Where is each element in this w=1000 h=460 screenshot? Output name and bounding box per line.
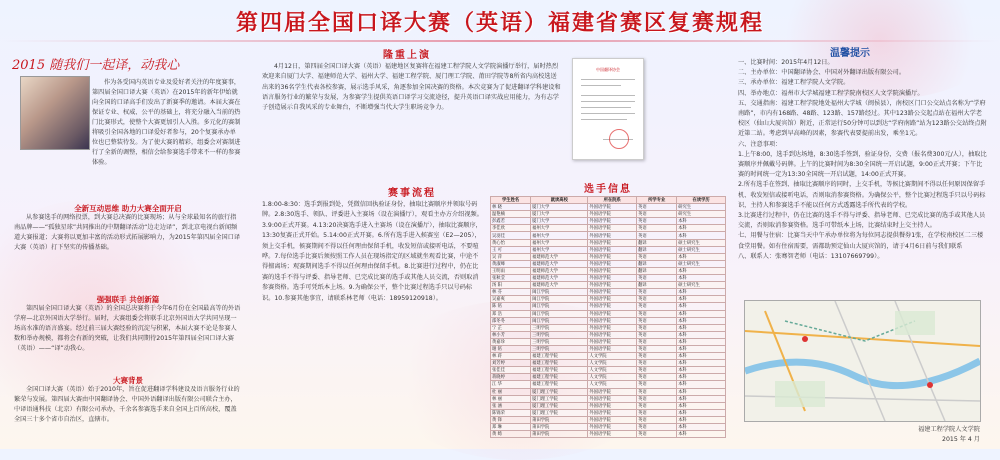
table-cell: 本科 bbox=[677, 431, 726, 438]
table-cell: 李佳欣 bbox=[491, 225, 531, 232]
table-cell: 林 晓 bbox=[491, 204, 531, 211]
table-cell: 外国语学院 bbox=[588, 267, 637, 274]
table-row bbox=[491, 431, 726, 438]
table-cell: 福州大学 bbox=[531, 225, 588, 232]
table-cell: 温艳楠 bbox=[491, 211, 531, 218]
table-cell: 三明学院 bbox=[531, 338, 588, 345]
table-cell: 本科 bbox=[677, 424, 726, 431]
table-cell: 外国语学院 bbox=[588, 246, 637, 253]
signature-date: 2015 年 4 月 bbox=[942, 436, 980, 443]
table-cell: 外国语学院 bbox=[588, 225, 637, 232]
table-cell: 本科 bbox=[677, 289, 726, 296]
tip-item: 3.比赛进行过程中，仍在比赛的选手不得与评委、指导老师、已完成比赛的选手或其他人员交流，否则取消参赛资格。选手可带纸本上场，比赛结束时上交主持人。 bbox=[738, 212, 986, 230]
table-row bbox=[491, 310, 726, 317]
table-cell: 翻译 bbox=[637, 282, 677, 289]
table-cell: 外国语学院 bbox=[588, 310, 637, 317]
opening-heading: 隆重上演 bbox=[383, 50, 431, 61]
table-cell: 本科 bbox=[677, 275, 726, 282]
table-cell: 本科 bbox=[677, 360, 726, 367]
table-cell: 王明雨 bbox=[491, 267, 531, 274]
table-cell: 英语 bbox=[637, 395, 677, 402]
table-cell: 陈锦荣 bbox=[491, 409, 531, 416]
table-cell: 硕士研究生 bbox=[677, 260, 726, 267]
table-cell: 黄 绮 bbox=[491, 431, 531, 438]
table-row bbox=[491, 282, 726, 289]
table-cell: 宁 芷 bbox=[491, 324, 531, 331]
table-cell: 人文学院 bbox=[588, 381, 637, 388]
table-cell: 闽江学院 bbox=[531, 296, 588, 303]
table-cell: 福建师范大学 bbox=[531, 267, 588, 274]
table-cell: 外国语学院 bbox=[588, 402, 637, 409]
table-cell: 英语 bbox=[637, 275, 677, 282]
table-cell: 三明学院 bbox=[531, 331, 588, 338]
table-cell: 外国语学院 bbox=[588, 331, 637, 338]
table-cell: 汤 阳 bbox=[491, 282, 531, 289]
table-cell: 英语 bbox=[637, 225, 677, 232]
intro-text: 作为各受国内英语专业及爱好者关注的年度赛事，第四届全国口译大赛（英语）在2015年的新年伊始就向全国的口译高手们发出了新赛季的邀请。本届大赛在保证专业、权威、公平的基础上，将充分融入当前的热门比赛形式，使整个大赛更加引人入胜。多元化的赛制将吸引全国各地的口译爱好者参与，20个复赛承办单位也已整装待发。为了使大赛的精彩，组委会对赛制进行了全新的调整，相信会给参赛选手带来不一样的参赛体验。 bbox=[92, 79, 241, 166]
table-cell: 林 蒋 bbox=[491, 353, 531, 360]
table-cell: 闽江学院 bbox=[531, 303, 588, 310]
table-cell: 吴嘉爽 bbox=[491, 296, 531, 303]
table-row bbox=[491, 360, 726, 367]
table-cell: 人文学院 bbox=[588, 367, 637, 374]
table-cell: 郑 琳 bbox=[491, 424, 531, 431]
table-cell: 彭鑫若 bbox=[491, 218, 531, 225]
players-heading: 选手信息 bbox=[584, 184, 632, 195]
table-cell: 英语 bbox=[637, 360, 677, 367]
table-cell: 莆田学院 bbox=[531, 431, 588, 438]
table-cell: 英语 bbox=[637, 431, 677, 438]
table-cell: 三明学院 bbox=[531, 324, 588, 331]
table-cell: 厦门理工学院 bbox=[531, 402, 588, 409]
page-title: 第四届全国口译大赛（英语）福建省赛区复赛规程 bbox=[235, 10, 764, 36]
table-row bbox=[491, 409, 726, 416]
table-cell: 本科 bbox=[677, 232, 726, 239]
process-heading: 赛事流程 bbox=[388, 188, 436, 199]
table-row bbox=[491, 232, 726, 239]
table-cell: 本科 bbox=[677, 331, 726, 338]
players-table bbox=[490, 196, 726, 438]
table-cell: 福州大学 bbox=[531, 232, 588, 239]
table-cell: 研究生 bbox=[677, 211, 726, 218]
table-cell: 外国语学院 bbox=[588, 253, 637, 260]
table-cell: 本科 bbox=[677, 303, 726, 310]
table-cell: 外国语学院 bbox=[588, 416, 637, 423]
document-image bbox=[572, 58, 644, 160]
table-row bbox=[491, 395, 726, 402]
table-cell: 张秋莹 bbox=[491, 275, 531, 282]
tip-item: 1.上午8:00，选手到达场地，8:30选手签到，验证身份，交费（报名费300元/人），抽取比赛顺序并佩戴号码牌。上午的比赛时间为8:30全国统一开启试题，9:00正式开赛；下午比赛的时间统一定为13:30全国统一开启试题，14:00正式开赛。 bbox=[738, 150, 987, 179]
tip-item: 七、用餐与住宿：比赛当天中午承办单位将为每位同志提供餐券1张，在学校南校区二三楼食堂用餐。如有住宿需要，需都助预定仙山大厦宾馆的，请于4月6日前与我们联系 bbox=[738, 232, 984, 250]
table-cell: 莆田学院 bbox=[531, 424, 588, 431]
table-cell: 福建师范大学 bbox=[531, 282, 588, 289]
table-row bbox=[491, 246, 726, 253]
table-cell: 福州大学 bbox=[531, 246, 588, 253]
table-cell: 福建师范大学 bbox=[531, 275, 588, 282]
table-header-cell: 所学专业 bbox=[637, 197, 677, 204]
table-header-cell: 学生姓名 bbox=[491, 197, 531, 204]
table-row bbox=[491, 303, 726, 310]
table-row bbox=[491, 239, 726, 246]
table-cell: 厦门大学 bbox=[531, 218, 588, 225]
process-text: 1.8:00-8:30：选手到报到处，凭微信回执验证身份，抽取比赛顺序并领取号码牌。2.8:30选手、领队、评委进入主赛场（设在演播厅），观看主办方介绍视频。3.9:00正式开赛。4.13:20决赛选手进入主赛场（设在演播厅），抽取比赛顺序，13:30复赛正式开始。5.14:00正式开赛。6.所有选手进入候赛室（E2—205），须上交手机，候赛期间不得以任何理由保留手机，收发短信或接听电话，不要喧哗。7.每位选手比赛后须按照工作人员在现场指定的区域就坐观看比赛，中途不得擅离场；观赛期间选手不得以任何理由保留手机。8.比赛进行过程中，仍在比赛的选手不得与评委、指导老师、已完成比赛的选手或其他人员交流，否则取消参赛资格。选手可凭纸本上场。9.为确保公平，整个比赛过程选手只以号码标识。10.参赛其他事宜，请联系林老师（电话：18959120918）。 bbox=[262, 201, 483, 302]
table-cell: 英语 bbox=[637, 310, 677, 317]
table-cell: 福州大学 bbox=[531, 239, 588, 246]
table-cell: 翻译 bbox=[637, 260, 677, 267]
tip-item: 三、承办单位：福建工程学院人文学院。 bbox=[738, 79, 850, 87]
table-cell: 张 涵 bbox=[491, 402, 531, 409]
table-cell: 人文学院 bbox=[588, 353, 637, 360]
table-cell: 英语 bbox=[637, 338, 677, 345]
table-cell: 郑 浩 bbox=[491, 310, 531, 317]
table-cell: 闽江学院 bbox=[531, 317, 588, 324]
table-cell: 邵冬冬 bbox=[491, 317, 531, 324]
table-row bbox=[491, 424, 726, 431]
table-cell: 外国语学院 bbox=[588, 204, 637, 211]
table-cell: 本科 bbox=[677, 296, 726, 303]
table-cell: 闽江学院 bbox=[531, 289, 588, 296]
table-cell: 外国语学院 bbox=[588, 239, 637, 246]
table-cell: 英语 bbox=[637, 388, 677, 395]
players-table-wrapper bbox=[490, 196, 726, 438]
table-cell: 三明学院 bbox=[531, 345, 588, 352]
table-row bbox=[491, 211, 726, 218]
table-cell: 厦门理工学院 bbox=[531, 395, 588, 402]
table-row bbox=[491, 367, 726, 374]
table-cell: 黄 锋 bbox=[491, 416, 531, 423]
table-header-cell: 所在院系 bbox=[588, 197, 637, 204]
divider bbox=[0, 40, 1000, 42]
table-cell: 本科 bbox=[677, 367, 726, 374]
table-row bbox=[491, 353, 726, 360]
table-cell: 本科 bbox=[677, 345, 726, 352]
table-cell: 福建工程学院 bbox=[531, 374, 588, 381]
table-cell: 林小芳 bbox=[491, 331, 531, 338]
table-row bbox=[491, 253, 726, 260]
table-cell: 福建工程学院 bbox=[531, 367, 588, 374]
table-cell: 外国语学院 bbox=[588, 388, 637, 395]
table-cell: 英语 bbox=[637, 381, 677, 388]
table-row bbox=[491, 331, 726, 338]
table-cell: 厦门理工学院 bbox=[531, 388, 588, 395]
table-cell: 外国语学院 bbox=[588, 409, 637, 416]
seal-stamp bbox=[609, 129, 629, 149]
table-cell: 福建工程学院 bbox=[531, 381, 588, 388]
table-cell: 蒋晓婷 bbox=[491, 374, 531, 381]
table-cell: 本科 bbox=[677, 353, 726, 360]
slogan: 2015 随我们一起译，动我心 bbox=[12, 58, 180, 73]
speaker-photo bbox=[20, 76, 90, 150]
table-header-cell: 在读学历 bbox=[677, 197, 726, 204]
section-text: 从参赛选手的网络投票，到大赛总决赛的比赛现场；从与全球最知名的旅行指南品牌——“孤独星球”共同推出的中期翻译活动“边走边译”，到北京电视台新闻频道大赛报道；大赛将以更加丰富的活动形式拓展影响力，为2015年第四届全国口译大赛（英语）打下坚实的传播基础。 bbox=[14, 214, 241, 251]
table-cell: 福建工程学院 bbox=[531, 360, 588, 367]
table-cell: 本科 bbox=[677, 267, 726, 274]
table-row bbox=[491, 338, 726, 345]
table-cell: 本科 bbox=[677, 324, 726, 331]
table-row bbox=[491, 388, 726, 395]
table-cell: 刘芳婷 bbox=[491, 360, 531, 367]
table-cell: 吴 萍 bbox=[491, 253, 531, 260]
table-row bbox=[491, 345, 726, 352]
section-heading: 强强联手 共创新篇 bbox=[96, 295, 160, 304]
table-cell: 张佳佳 bbox=[491, 367, 531, 374]
table-cell: 外国语学院 bbox=[588, 324, 637, 331]
tip-item: 六、注意事项： bbox=[738, 140, 782, 148]
table-cell: 外国语学院 bbox=[588, 338, 637, 345]
table-row bbox=[491, 275, 726, 282]
table-cell: 谢 铭 bbox=[491, 345, 531, 352]
table-cell: 本科 bbox=[677, 388, 726, 395]
table-row bbox=[491, 204, 726, 211]
tip-item: 八、联系人：张骞智老师（电话：13107669799）。 bbox=[738, 252, 884, 260]
section-heading: 全新互动思维 助力大赛全面开启 bbox=[74, 204, 182, 213]
table-row bbox=[491, 317, 726, 324]
table-cell: 人文学院 bbox=[588, 374, 637, 381]
table-cell: 本科 bbox=[677, 253, 726, 260]
table-row bbox=[491, 267, 726, 274]
table-cell: 外国语学院 bbox=[588, 211, 637, 218]
table-cell: 闽江学院 bbox=[531, 310, 588, 317]
table-cell: 莆田学院 bbox=[531, 416, 588, 423]
opening-text: 4月12日，第四届全国口译大赛（英语）福建地区复赛将在福建工程学院人文学院演播厅举行，届时热烈欢迎来自厦门大学、福建师范大学、福州大学、福建工程学院、厦门理工学院、莆田学院等8所省内高校选送出来的36名学生代表各校参赛，展示选手风采，角逐参加全国决赛的资格。本次竞赛为了促进翻译学科建设和语言服务行业的繁荣与发展，为参赛学生提供英语口译学习交流途径，提升英语口译实战应用能力，为有志学子创造展示自我风采的专业舞台，不断增强当代大学生职场竞争力。 bbox=[262, 63, 561, 112]
table-cell: 外国语学院 bbox=[588, 431, 637, 438]
table-cell: 外国语学院 bbox=[588, 424, 637, 431]
table-cell: 厦门大学 bbox=[531, 211, 588, 218]
table-cell: 英语 bbox=[637, 289, 677, 296]
table-cell: 人文学院 bbox=[588, 360, 637, 367]
table-cell: 英语 bbox=[637, 204, 677, 211]
table-row bbox=[491, 296, 726, 303]
table-cell: 英语 bbox=[637, 317, 677, 324]
table-cell: 厦门大学 bbox=[531, 204, 588, 211]
table-cell: 硕士研究生 bbox=[677, 282, 726, 289]
table-cell: 英语 bbox=[637, 232, 677, 239]
table-cell: 英语 bbox=[637, 416, 677, 423]
table-cell: 本科 bbox=[677, 416, 726, 423]
table-cell: 外国语学院 bbox=[588, 232, 637, 239]
table-cell: 英语 bbox=[637, 211, 677, 218]
table-cell: 英语 bbox=[637, 402, 677, 409]
section-text: 第四届全国口译大赛（英语）的全国总决赛将于今年6月份在全国最高等的外语学府—北京外国语大学举行。届时，大赛组委会将联手北京外国语大学共同呈现一场高水准的语言盛宴。经过前三届大赛经验的沉淀与积累，本届大赛不论是参赛人数和举办规模，都将会有新的突破，让我们共同期待2015年第四届全国口译大赛（英语）——“译”动我心。 bbox=[14, 305, 241, 352]
table-cell: 英语 bbox=[637, 374, 677, 381]
table-cell: 杜 丽 bbox=[491, 388, 531, 395]
table-cell: 英语 bbox=[637, 409, 677, 416]
table-cell: 本科 bbox=[677, 409, 726, 416]
table-cell: 英语 bbox=[637, 367, 677, 374]
table-cell: 英语 bbox=[637, 345, 677, 352]
campus-map bbox=[744, 300, 981, 422]
table-row bbox=[491, 324, 726, 331]
tip-item: 二、主办单位：中国翻译协会、中国对外翻译出版有限公司。 bbox=[738, 69, 906, 77]
table-row bbox=[491, 374, 726, 381]
table-cell: 黄心怡 bbox=[491, 239, 531, 246]
table-cell: 翻译 bbox=[637, 239, 677, 246]
table-cell: 外国语学院 bbox=[588, 345, 637, 352]
table-cell: 外国语学院 bbox=[588, 296, 637, 303]
table-header-row bbox=[491, 197, 726, 204]
table-cell: 本科 bbox=[677, 317, 726, 324]
table-cell: 本科 bbox=[677, 374, 726, 381]
table-header-cell: 就读高校 bbox=[531, 197, 588, 204]
table-row bbox=[491, 218, 726, 225]
table-cell: 英语 bbox=[637, 353, 677, 360]
table-row bbox=[491, 260, 726, 267]
table-cell: 本科 bbox=[677, 218, 726, 225]
table-cell: 硕士研究生 bbox=[677, 239, 726, 246]
table-cell: 英语 bbox=[637, 253, 677, 260]
signature-org: 福建工程学院人文学院 bbox=[918, 426, 980, 433]
table-cell: 外国语学院 bbox=[588, 275, 637, 282]
table-cell: 翻译 bbox=[637, 267, 677, 274]
table-cell: 林 丽 bbox=[491, 395, 531, 402]
table-row bbox=[491, 225, 726, 232]
table-cell: 福建师范大学 bbox=[531, 253, 588, 260]
table-cell: 林 芬 bbox=[491, 289, 531, 296]
table-cell: 硕士研究生 bbox=[677, 246, 726, 253]
table-cell: 英语 bbox=[637, 424, 677, 431]
table-cell: 翻译 bbox=[637, 246, 677, 253]
table-cell: 本科 bbox=[677, 310, 726, 317]
tip-item: 一、比赛时间：2015年4月12日。 bbox=[738, 59, 834, 66]
table-cell: 本科 bbox=[677, 395, 726, 402]
table-cell: 英语 bbox=[637, 218, 677, 225]
table-row bbox=[491, 402, 726, 409]
table-cell: 研究生 bbox=[677, 204, 726, 211]
table-cell: 本科 bbox=[677, 338, 726, 345]
table-cell: 王 可 bbox=[491, 246, 531, 253]
table-cell: 江 华 bbox=[491, 381, 531, 388]
table-cell: 本科 bbox=[677, 402, 726, 409]
tip-item: 五、交通指南：福建工程学院地处福州大学城（闽侯县），南校区门口公交站点名称为“学府南路”，市内有168路、48路、123路、157路经过。其中123路公交起点站在福州大学老校区（仙山大厦宾馆）附近，正常运行50分钟可以到达“学府南路”站为123路公交站终点附近第二站。考虑到早高峰的因素，参赛代表要提前出发，乘坐1元。 bbox=[738, 99, 987, 138]
table-cell: 外国语学院 bbox=[588, 395, 637, 402]
table-row bbox=[491, 416, 726, 423]
section-text: 全国口译大赛（英语）始于2010年，旨在促进翻译学科建设及语言服务行业的繁荣与发展。第四届大赛由中国翻译协会、中国外语翻译出版有限公司联合主办，中译语通科技（北京）有限公司承办，千余名参赛选手来自全国上百所高校，覆盖全国三十多个省市自治区，直辖市。 bbox=[14, 386, 240, 423]
table-cell: 外国语学院 bbox=[588, 260, 637, 267]
tip-item: 2.所有选手在签到、抽取比赛顺序的同时，上交手机，等候比赛期间不得以任何原因保留手机、收发短信或接听电话，否则取消参赛资格。为确保公平，整个比赛过程选手只以号码标识，主持人和参赛选手不能以任何方式透露选手所代表的学校。 bbox=[738, 181, 986, 209]
table-cell: 英语 bbox=[637, 296, 677, 303]
table-cell: 外国语学院 bbox=[588, 282, 637, 289]
table-cell: 吴羽佳 bbox=[491, 232, 531, 239]
table-cell: 英语 bbox=[637, 303, 677, 310]
table-cell: 本科 bbox=[677, 381, 726, 388]
table-cell: 福建师范大学 bbox=[531, 260, 588, 267]
table-cell: 英语 bbox=[637, 331, 677, 338]
section-heading: 大赛背景 bbox=[113, 376, 143, 385]
table-cell: 英语 bbox=[637, 324, 677, 331]
table-cell: 厦门理工学院 bbox=[531, 409, 588, 416]
tips-heading: 温馨提示 bbox=[830, 48, 870, 59]
table-cell: 本科 bbox=[677, 225, 726, 232]
table-row bbox=[491, 289, 726, 296]
table-cell: 外国语学院 bbox=[588, 218, 637, 225]
table-cell: 黄嘉珍 bbox=[491, 338, 531, 345]
table-cell: 黄淑峰 bbox=[491, 260, 531, 267]
table-cell: 外国语学院 bbox=[588, 317, 637, 324]
table-row bbox=[491, 381, 726, 388]
tips-list bbox=[738, 58, 988, 262]
tip-item: 四、举办地点：福州市大学城福建工程学院南校区人文学院演播厅。 bbox=[738, 89, 924, 97]
document-header: 中国翻译协会 bbox=[596, 67, 620, 72]
table-cell: 外国语学院 bbox=[588, 289, 637, 296]
table-cell: 外国语学院 bbox=[588, 303, 637, 310]
table-cell: 陈 铭 bbox=[491, 303, 531, 310]
table-cell: 福建工程学院 bbox=[531, 353, 588, 360]
